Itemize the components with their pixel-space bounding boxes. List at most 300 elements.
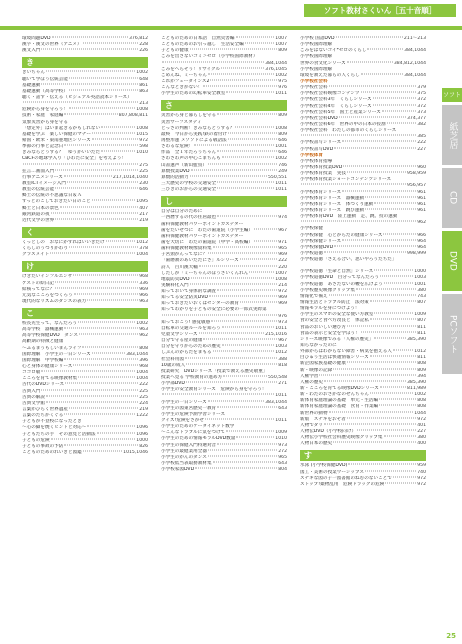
dot-leader [361,92,417,93]
dot-leader [365,470,416,471]
dot-leader [51,212,139,213]
dot-leader [217,443,277,444]
entry-page: 376,1045 [265,66,287,72]
dot-leader [393,476,416,477]
dot-leader [245,43,275,44]
entry-title: 人物伝小学校社会科歴史映像クリップ集 [300,435,383,441]
dot-leader [367,49,403,50]
index-entry [300,441,426,447]
entry-page: 275 [139,162,148,168]
entry-page: 643 [278,405,287,411]
entry-title: 人物日本の歴史 [300,441,333,447]
dot-leader [41,389,138,390]
entry-title: グラスメイト [22,252,50,258]
dot-leader [52,37,128,38]
entry-title: 小学生のための情報モラルDVD数量 [161,436,236,442]
dot-leader [195,468,277,469]
entry-title: 小学校体育授業ショートコンテンツシリーズ [300,177,392,183]
entry-page: 1015,1046 [123,450,148,456]
entry-page: 972 [278,289,287,295]
entry-title: きいちゃん [22,70,45,76]
entry-title: ココロ敏 [22,370,41,376]
entry-page: 400 [417,441,426,447]
entry-page: 961 [417,201,426,207]
dot-leader [64,358,138,359]
dot-leader [221,67,264,68]
entry-page: 385 [417,134,426,140]
dot-leader [92,132,135,133]
entry-page: 972 [417,481,426,487]
entry-page: 965 [278,246,287,252]
entry-title: 再整形運 メゾソドによる敬語法 [161,137,227,143]
entry-title: こどものためのお引っ越し 生活安全編 [161,42,244,48]
entry-page: 1002 [275,72,287,78]
index-entry [300,482,426,488]
dot-leader [208,253,277,254]
entry-title: 一西暦するの代の住居最也 [161,215,217,221]
entry-page: 969 [139,286,148,292]
dot-leader [213,462,278,463]
dot-leader [73,365,138,366]
entry-title: 小学校保健 [300,226,323,232]
dot-leader [334,245,416,246]
dot-leader [82,346,138,347]
dot-leader [41,83,138,84]
entry-title: 情報化で備え [300,293,328,299]
entry-title: ゲストの絵日記 [22,280,54,286]
entry-title: 小学校体育シリーズ 体つくり運動 [300,201,374,207]
entry-title: 小学校国際理解 [300,66,333,72]
dot-leader [55,281,138,282]
entry-title: きみならどうする？ ゆうかいいただ [22,150,101,156]
entry-title: 小学校家図DVD [161,467,195,473]
entry-page: 809 [417,367,426,373]
page-number: 25 [446,632,456,640]
entry-title: 基礎運動 [22,82,41,88]
entry-title: 自分は自分のために [161,209,203,215]
dot-leader [374,337,406,338]
dot-leader [55,218,138,219]
entry-title: 心と身体の健康シリーズ [22,364,73,370]
entry-title: 〜心の脚を焼くヒントと対応〜 [22,425,87,431]
entry-page: 380 [417,435,426,441]
entry-page: 213 [139,101,148,107]
entry-page: 1009 [414,312,426,318]
entry-title: 銀河鉄道の夜 [22,211,50,217]
dot-leader [190,283,278,284]
entry-title: くらしのうつりかわり [22,246,68,252]
entry-page: 973 [278,442,287,448]
dot-leader [55,169,138,170]
entry-page: 1004 [136,376,148,382]
dot-leader [236,437,274,438]
entry-title: 算数授業DVD [161,168,190,174]
entry-title: 小学校書写シリーズ [300,140,342,146]
entry-title: 郷土と日本の景色 [22,205,59,211]
entry-page: 809 [278,131,287,137]
dot-leader [69,408,138,409]
dot-leader [162,61,264,62]
entry-title: こんなときがない！ [161,85,203,91]
entry-title: 新体育家庭理論の基礎 単元・生活編 [300,398,379,404]
entry-title: 小学校体育授業DVD [300,164,343,170]
entry-page: 969 [278,301,287,307]
dot-leader [55,188,138,189]
entry-page: 1000 [136,437,148,443]
entry-page: 372 [417,97,426,103]
entry-title: スナギな図の子一図書館のねむのないことで [300,475,392,481]
entry-title: 小学校社会科3年 くらしシリーズ [300,97,372,103]
dot-leader [223,376,267,377]
entry-title: 基礎を学ぶ 楽しい保健のマナー [22,131,91,137]
dot-leader [217,151,277,152]
dot-leader [329,86,417,87]
entry-page: 379 [417,85,426,91]
entry-title: ごみをへらそう！リサイクル [161,66,221,72]
entry-page: 961 [417,207,426,213]
dot-leader [78,322,135,323]
index-entry [161,187,287,193]
entry-page: 960 [417,164,426,170]
entry-page: 219 [139,217,148,223]
dot-leader [217,114,277,115]
entry-page: 972 [139,137,148,143]
entry-title: 危険から身を守ろう！ [22,107,68,113]
entry-title: 新・こころを育てる映像DVDシリーズ [300,386,379,392]
entry-page: 388 [278,356,287,362]
entry-page: 972 [417,475,426,481]
dot-leader [347,417,416,418]
entry-page: 217,1014,1040 [112,174,148,180]
entry-title: シリーズ映像でみる「人権の歴史」 [300,336,374,342]
entry-page: 646 [278,137,287,143]
entry-title: 実験科化入門 [161,282,189,288]
dot-leader [199,333,265,334]
dot-leader [101,151,135,152]
entry-page: 969 [278,295,287,301]
dot-leader [65,383,138,384]
dot-leader [186,363,277,364]
entry-page: 826 [139,443,148,449]
entry-title: 小学校保健DVD [300,244,334,250]
dot-leader [194,145,274,146]
entry-page: 1002 [136,70,148,76]
entry-title: 小学校低当表取務教材集 [161,461,212,466]
dot-leader [64,175,112,176]
entry-title: 新体育家庭理論の基礎 食育・作業編 [300,404,379,410]
entry-title: 自転車の交通ルールを知ろう [161,325,221,331]
dot-leader [357,430,416,431]
entry-title: 結核ってなに？ [22,286,55,292]
entry-title: 水泳 (小学校保健DVD) [300,463,348,469]
dot-leader [106,240,136,241]
dot-leader [208,455,277,456]
entry-title: 知ってわかりを子どもの安全に必要の一郎式実際第 [161,307,267,313]
entry-page: 1004 [136,370,148,376]
entry-page: 967 [278,338,287,344]
entry-page: 804 [278,467,287,473]
entry-title: 食品のおいしい選び方 [300,324,346,330]
entry-title: 小学校保健 心とからだの健康シリーズ [300,232,383,238]
entry-page: 394 [417,373,426,379]
side-tab-pc-software[interactable]: PCソフト [442,294,462,374]
dot-leader [348,464,416,465]
entry-title: 小学校体育指導 [300,158,333,164]
entry-page: 962 [139,333,148,339]
entry-title: 自分を守りからのための歴史 [161,344,221,350]
entry-page: 249 [278,168,287,174]
entry-title: 知っておきたいおくはセンターの教育 [161,301,239,307]
dot-leader [333,368,416,369]
entry-title: 新・映像の記録 [300,367,333,373]
entry-title: 子どもの健康 [161,48,189,54]
header-title: ソフト教材さくいん［五十音順］ [304,4,456,17]
dot-leader [83,451,122,452]
entry-title: 教室ICTイメージ入門 [22,180,66,186]
side-tab-software[interactable]: ソフト [442,88,462,102]
entry-title: 小学生のためのケータイネット数学 [161,424,235,430]
entry-title: 環境問題DVD [22,36,51,41]
entry-title: 小学生の最健業用全器 [161,448,207,454]
dot-leader [211,320,277,321]
dot-leader [199,265,277,266]
entry-title: 地震防災DVD [161,276,190,282]
entry-page: 1011 [275,187,287,193]
entry-title: 山書運声（新山藍鳥） [161,162,207,168]
entry-page: 376,812 [129,36,148,41]
entry-page: 807 [417,318,426,324]
dot-leader [209,296,277,297]
entry-title: とっさの判断！きみならどうする？ [161,125,235,131]
entry-page: 743 [417,293,426,299]
entry-page: 1002 [414,392,426,398]
entry-page: 956,957 [407,183,426,189]
dot-leader [249,271,274,272]
index-entry [22,450,148,456]
dot-leader [87,426,135,427]
entry-title: 歯科保健教材パワーポイントカステター [161,221,244,227]
entry-page: 643 [278,461,287,466]
dot-leader [162,314,277,315]
entry-page: 384,1044 [404,48,426,54]
entry-title: 子どもたちの手 その意見と活動法 [22,431,96,437]
entry-page: 215,1016 [265,332,287,338]
entry-title: 情報生活とトラブル防止 法対策 [300,300,369,306]
entry-title: 古代のDVDシリーズ [22,382,65,388]
side-tab-kamishibai[interactable]: 紙芝居 [442,105,462,165]
entry-title: 国際理解 小学生の一日シリーズ [22,351,91,357]
entry-page: 1001 [414,281,426,287]
dot-leader [254,228,277,229]
entry-title: 食の安全と食べ方改良と 体記私 [300,318,369,324]
dot-leader [78,377,135,378]
entry-title: 子どもが不登校になったとき [22,419,82,425]
dot-leader [342,239,416,240]
entry-title: 児童文学シリーズ [161,332,198,338]
entry-title: 高等学校 器械運動 [22,327,64,333]
entry-title: したしが「ミーちゃんのぼうさいくんれん [161,270,249,276]
entry-page: 378 [139,246,148,252]
entry-title: 自分で守る屋の健康 [161,338,203,344]
entry-page: 646 [139,187,148,193]
entry-page: 648 [139,76,148,82]
entry-title: 技術・家庭 家庭編 [22,113,64,119]
entry-page: 1011 [275,325,287,331]
entry-page: 959 [417,463,426,469]
entry-title: 国際理解 中学校編 [22,357,64,363]
entry-title: 小学校社会科4年 くらしシリーズ [300,103,372,109]
dot-leader [79,334,138,335]
entry-page: 807,808,811 [118,113,148,119]
entry-page: 1003 [414,275,426,281]
index-entry [22,252,148,258]
dot-leader [342,190,416,191]
entry-title: 小学校歴史映像クリップ集 [300,287,355,293]
dot-leader [374,202,416,203]
entry-title: 世界の食文化シリーズ [300,60,346,66]
index-entry [161,91,287,97]
dot-leader [319,374,416,375]
entry-title: 古典入門 [22,388,41,394]
entry-page: 863 [139,88,148,94]
dot-leader [374,270,413,271]
entry-page: 384,1044 [404,72,426,78]
entry-title: 歯科保健教材パワーポイントカステター [161,233,244,239]
entry-page: 222 [417,140,426,146]
entry-page: 227 [417,146,426,152]
dot-leader [60,206,138,207]
entry-page: 214 [278,282,287,288]
dot-leader [324,380,406,381]
dot-leader [50,253,135,254]
entry-title: 歯をたいせつに わたの歯道院（小学生編） [161,227,253,233]
entry-title: 授業研究 DVDシリーズ「授業で教える歴史敬重」 [161,368,268,374]
dot-leader [190,49,278,50]
index-column-1 [22,36,148,632]
header-rule [0,26,462,30]
entry-title: 行事アニメシリーズ [22,174,63,180]
entry-page: 976 [278,313,287,319]
dot-leader [69,108,135,109]
dot-leader [46,71,135,72]
entry-page: 808 [417,361,426,367]
dot-leader [384,436,417,437]
dot-leader [46,395,138,396]
dot-leader [347,362,416,363]
index-column-3 [300,36,426,632]
dot-leader [370,393,413,394]
entry-title: 詩人 百川漢大輔 [161,264,198,270]
dot-leader [69,77,138,78]
entry-title: 小学部DVD [161,381,185,387]
entry-page: 336 [139,280,148,286]
dot-leader [356,288,416,289]
entry-title: 新・わたのおさかなのぜんちゃん [300,392,369,398]
dot-leader [217,216,277,217]
entry-page: 808 [417,398,426,404]
entry-page: 971 [278,239,287,245]
dot-leader [208,73,274,74]
entry-title: 郷土の伝統の不思議な日＆Ａ [22,193,82,199]
entry-title: こどものためのれいぎと図鑑 [22,450,82,456]
entry-title: 高齢期の特徴と健康 [22,339,64,345]
entry-page: 811 [417,355,426,361]
dot-leader [373,98,417,99]
dot-leader [64,145,138,146]
dot-leader [379,405,416,406]
entry-page: 1001 [275,144,287,150]
entry-title: 聴く・話す・伝える（ビジュアル英語読本シリーズ） [22,94,132,100]
index-entry [22,48,148,54]
dot-leader [387,122,417,123]
entry-title: 最終 今日から実践!鉄の着付け [161,131,228,137]
entry-page: 966 [417,232,426,238]
entry-title: 小学校道徳「生命と自然」シリーズ [300,269,374,275]
entry-page: 962 [417,220,426,226]
dot-leader [235,126,274,127]
entry-title: 小学校社会科映像コンテンツ [300,91,360,97]
entry-page: 964 [417,238,426,244]
entry-page: 1015 [136,131,148,137]
entry-title: 歯を大切に わたの歯道院（中学・高校編） [161,239,253,245]
entry-page: 372 [417,103,426,109]
entry-title: 言葉のたちかくぐる [22,413,64,419]
entry-title: 人権学習 [300,373,319,379]
dot-leader [393,350,413,351]
dot-leader [41,49,138,50]
entry-page: 385,390 [407,379,426,385]
entry-page: 380 [417,287,426,293]
dot-leader [228,132,277,133]
entry-page: 976 [278,85,287,91]
entry-page: 1095 [136,199,148,205]
dot-leader [217,406,277,407]
index-entry [161,467,287,473]
entry-title: 言葉がひらく世界遺産 [22,407,68,413]
entry-title: 漢字・漢文の世界（アニメ） [22,42,82,48]
entry-page: 809 [278,48,287,54]
entry-page: 1008 [136,107,148,113]
entry-title: 小学校社会科DVD [300,115,338,121]
entry-page: 746 [278,162,287,168]
entry-page: 958,959 [407,171,426,177]
entry-title: 情報モラルを身につけよう！ [300,306,360,312]
entry-page: 811,989 [407,386,426,392]
entry-title: 小学生の図東宮歴史一教育 [161,405,217,411]
entry-title: 新世界の動物 [300,410,328,416]
entry-title: 知ってる安全防災DVD [161,295,208,301]
entry-page: 811 [417,330,426,336]
dot-leader [347,172,406,173]
entry-title: 小学校保健シリーズ [300,238,342,244]
entry-page: 220 [278,264,287,270]
entry-page: 811 [417,324,426,330]
entry-title: こどものための日本語 自然災害編 [161,36,235,41]
index-entry [22,95,148,101]
side-tab-dvd[interactable]: DVD [442,231,462,291]
entry-page: 961 [417,189,426,195]
entry-title: 子どもの危険 [22,437,50,443]
entry-title: 小学生のがんのダンス [161,454,207,460]
entry-page: 1010 [275,436,287,442]
kana-section-header: す [300,450,426,461]
entry-title: 小学校体育DVD 陸上運動 走、跳、投の運動 [300,214,398,220]
kana-section-header: く [22,227,148,238]
dot-leader [64,444,138,445]
entry-title: 算数的活動力 [161,174,189,180]
side-tab-cd[interactable]: CD [442,168,462,228]
entry-page: 271 [278,381,287,387]
